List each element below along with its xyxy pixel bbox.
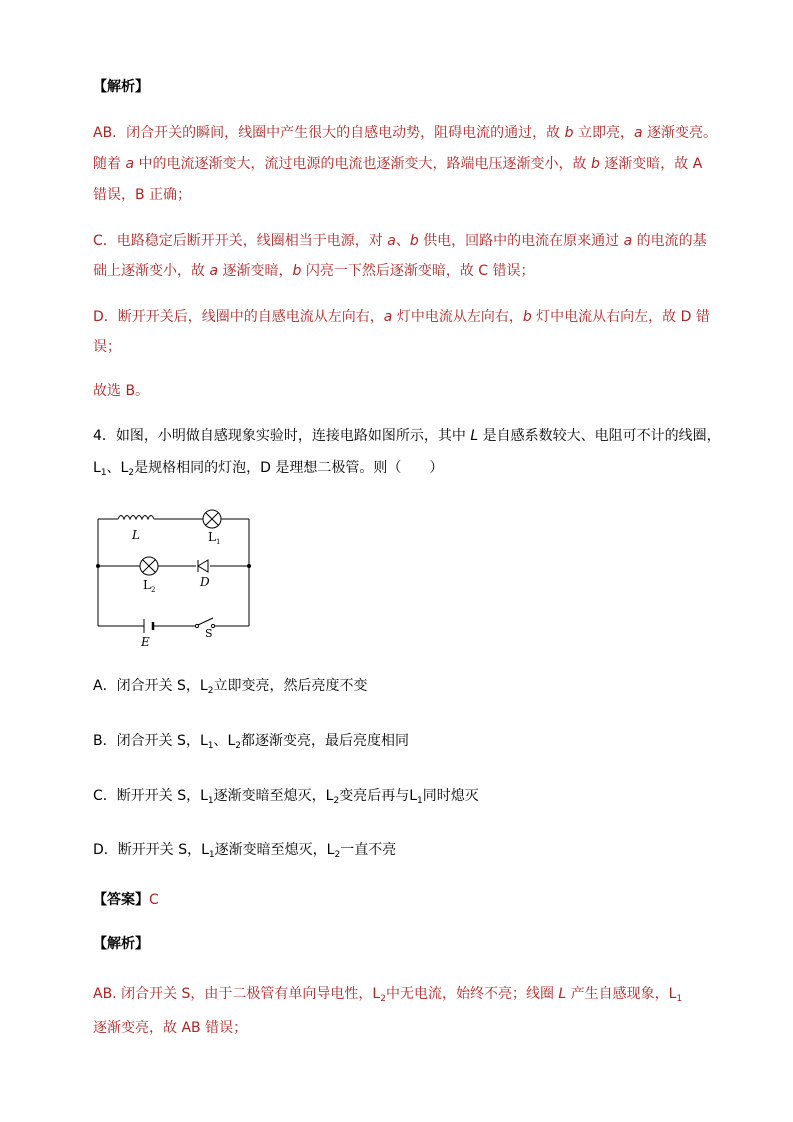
label-lamp-l2: $L_2$: [143, 578, 156, 594]
label-diode: D: [200, 575, 210, 589]
analysis-line: 错误，B 正确；: [93, 187, 192, 203]
option-d: D．断开开关 S，$L_1$逐渐变暗至熄灭，$L_2$一直不亮: [93, 842, 397, 860]
analysis-line: 逐渐变亮，故 AB 错误；: [93, 1020, 248, 1036]
analysis-line: 础上逐渐变小，故 a 逐渐变暗，b 闪亮一下然后逐渐变暗，故 C 错误；: [93, 263, 535, 279]
label-switch: S: [205, 627, 213, 640]
analysis-line: D．断开开关后，线圈中的自感电流从左向右，a 灯中电流从左向右，b 灯中电流从右向左，故 D 错: [93, 309, 710, 325]
answer-line: [93, 893, 697, 907]
analysis-header: 【解析】: [93, 79, 149, 95]
answer-header: 【答案】: [93, 892, 149, 908]
inductor-coil: [118, 516, 154, 520]
label-inductor: L: [132, 528, 140, 542]
analysis-line: C．电路稳定后断开开关，线圈相当于电源，对 a、b 供电，回路中的电流在原来通过 a 的电流的基: [93, 233, 707, 249]
analysis-line: AB. 闭合开关 S，由于二极管有单向导电性，$L_2$中无电流，始终不亮；线圈 L 产生自感现象，$L_1$: [93, 986, 683, 1004]
analysis-line: 随着 a 中的电流逐渐变大，流过电源的电流也逐渐变大，路端电压逐渐变小，故 b 逐渐变暗，故 A: [93, 156, 703, 172]
answer-value: C: [149, 892, 159, 908]
option-a: A．闭合开关 S，$L_2$立即变亮，然后亮度不变: [93, 678, 368, 696]
battery-icon: [144, 619, 153, 633]
analysis-line: AB．闭合开关的瞬间，线圈中产生很大的自感电动势，阻碍电流的通过，故 b 立即亮，a 逐渐变亮。: [93, 125, 718, 141]
label-battery: E: [141, 635, 150, 649]
analysis-conclusion: 故选 B。: [93, 383, 150, 399]
junction-dot: [96, 564, 100, 568]
question-stem: $L_1$、$L_2$是规格相同的灯泡，D 是理想二极管。则（ ）: [93, 460, 444, 478]
analysis-header: 【解析】: [93, 936, 149, 952]
lamp-l2-icon: [140, 557, 158, 575]
option-b: B．闭合开关 S，$L_1$、$L_2$都逐渐变亮，最后亮度相同: [93, 733, 410, 751]
analysis-line: 误；: [93, 339, 121, 355]
question-stem: 4．如图，小明做自感现象实验时，连接电路如图所示，其中 L 是自感系数较大、电阻可不计的线圈，: [93, 428, 721, 444]
circuit-diagram: [90, 505, 260, 650]
option-c: C．断开开关 S，$L_1$逐渐变暗至熄灭，$L_2$变亮后再与$L_1$同时熄灭: [93, 788, 479, 806]
label-lamp-l1: $L_1$: [208, 530, 221, 546]
diode-icon: [198, 560, 208, 572]
lamp-l1-icon: [203, 510, 221, 528]
junction-dot: [247, 564, 251, 568]
